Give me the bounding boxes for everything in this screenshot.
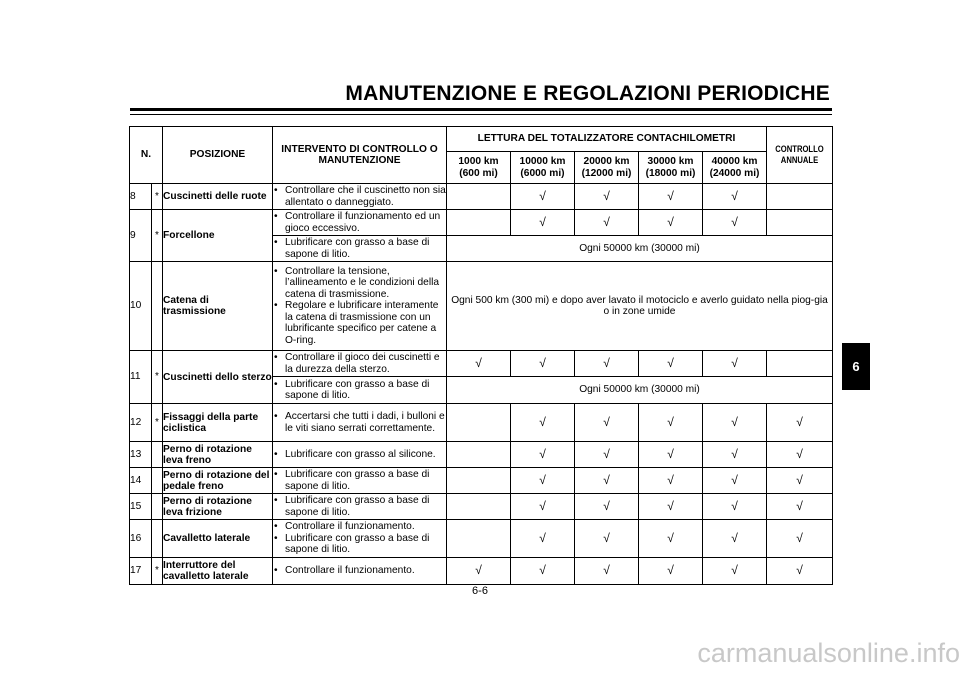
check-mark: √ (511, 210, 575, 236)
check-mark: √ (639, 404, 703, 442)
title-rule-thick (130, 108, 832, 111)
check-mark: √ (511, 558, 575, 585)
table-row: 17 * Interruttore del cavalletto laterale • Controllare il funzionamento. √ √ √ √ √ √ (130, 558, 833, 585)
check-mark: √ (575, 558, 639, 585)
table-row: 16 Cavalletto laterale • Controllare il funzionamento. • Lubrificare con grasso a base di sapone di litio. √ √ √ √ √ (130, 520, 833, 558)
check-mark: √ (639, 558, 703, 585)
check-mark: √ (767, 558, 833, 585)
check-mark: √ (639, 442, 703, 468)
check-mark: √ (767, 494, 833, 520)
check-mark: √ (703, 520, 767, 558)
maintenance-table (129, 126, 833, 585)
check-mark: √ (639, 210, 703, 236)
table-row: 12 * Fissaggi della parte ciclistica • Accertarsi che tutti i dadi, i bulloni e le viti siano serrati correttamente. √ √ √ √ √ (130, 404, 833, 442)
header-km-40000: 40000 km (24000 mi) (703, 152, 767, 184)
section-tab: 6 (842, 343, 870, 390)
check-mark: √ (575, 184, 639, 210)
header-n: N. (130, 127, 163, 184)
table-row: 11 * Cuscinetti dello sterzo • Controllare il gioco dei cuscinetti e la durezza della sterzo. √ √ √ √ √ (130, 351, 833, 377)
check-mark: √ (703, 210, 767, 236)
table-row: 14 Perno di rotazione del pedale freno • Lubrificare con grasso a base di sapone di litio. √ √ √ √ √ (130, 468, 833, 494)
check-mark: √ (575, 494, 639, 520)
table-row: 9 * Forcellone • Controllare il funzionamento ed un gioco eccessivo. √ √ √ √ (130, 210, 833, 236)
check-mark: √ (511, 520, 575, 558)
check-mark: √ (639, 351, 703, 377)
page-title: MANUTENZIONE E REGOLAZIONI PERIODICHE (345, 82, 830, 105)
header-controllo-annuale: CONTROLLO ANNUALE (767, 127, 833, 184)
header-km-20000: 20000 km (12000 mi) (575, 152, 639, 184)
check-mark: √ (703, 558, 767, 585)
table-row: • Lubrificare con grasso a base di sapone di litio. Ogni 50000 km (30000 mi) (130, 236, 833, 262)
check-mark: √ (703, 442, 767, 468)
check-mark: √ (575, 442, 639, 468)
check-mark: √ (767, 468, 833, 494)
header-lettura: LETTURA DEL TOTALIZZATORE CONTACHILOMETRI (447, 127, 767, 152)
check-mark: √ (639, 468, 703, 494)
header-km-30000: 30000 km (18000 mi) (639, 152, 703, 184)
check-mark: √ (767, 520, 833, 558)
check-mark: √ (703, 404, 767, 442)
check-mark: √ (575, 520, 639, 558)
check-mark: √ (575, 351, 639, 377)
check-mark: √ (639, 520, 703, 558)
table-row: • Lubrificare con grasso a base di sapone di litio. Ogni 50000 km (30000 mi) (130, 377, 833, 404)
check-mark: √ (575, 210, 639, 236)
check-mark: √ (575, 404, 639, 442)
check-mark: √ (703, 184, 767, 210)
check-mark: √ (703, 468, 767, 494)
check-mark: √ (511, 442, 575, 468)
check-mark: √ (639, 494, 703, 520)
check-mark: √ (447, 351, 511, 377)
header-intervento: INTERVENTO DI CONTROLLO O MANUTENZIONE (273, 127, 447, 184)
check-mark: √ (511, 351, 575, 377)
table-row: 13 Perno di rotazione leva freno • Lubrificare con grasso al silicone. √ √ √ √ √ (130, 442, 833, 468)
header-km-10000: 10000 km (6000 mi) (511, 152, 575, 184)
check-mark: √ (703, 351, 767, 377)
check-mark: √ (575, 468, 639, 494)
table-row: 10 Catena di trasmissione • Controllare la tensione, l’allineamento e le condizioni della catena di trasmissione. • Regolare e lubrificare interamente la catena di trasmissione con un lubrificante specifico per catene a O-ring. Ogni 500 km (300 mi) e dopo aver lavato il motociclo e averlo guidato nella piog-gia o in zone umide (130, 262, 833, 351)
check-mark: √ (767, 404, 833, 442)
header-posizione: POSIZIONE (163, 127, 273, 184)
page-number: 6-6 (472, 585, 488, 597)
check-mark: √ (511, 494, 575, 520)
check-mark: √ (703, 494, 767, 520)
check-mark: √ (767, 442, 833, 468)
check-mark: √ (511, 404, 575, 442)
check-mark: √ (511, 184, 575, 210)
check-mark: √ (447, 558, 511, 585)
check-mark: √ (511, 468, 575, 494)
check-mark: √ (639, 184, 703, 210)
watermark: carmanualsonline.info (697, 638, 960, 668)
table-row: 8 * Cuscinetti delle ruote • Controllare che il cuscinetto non sia allentato o danneggiato. √ √ √ √ (130, 184, 833, 210)
title-rule-thin (130, 114, 832, 115)
table-row: 15 Perno di rotazione leva frizione • Lubrificare con grasso a base di sapone di litio. √ √ √ √ √ (130, 494, 833, 520)
header-km-1000: 1000 km (600 mi) (447, 152, 511, 184)
